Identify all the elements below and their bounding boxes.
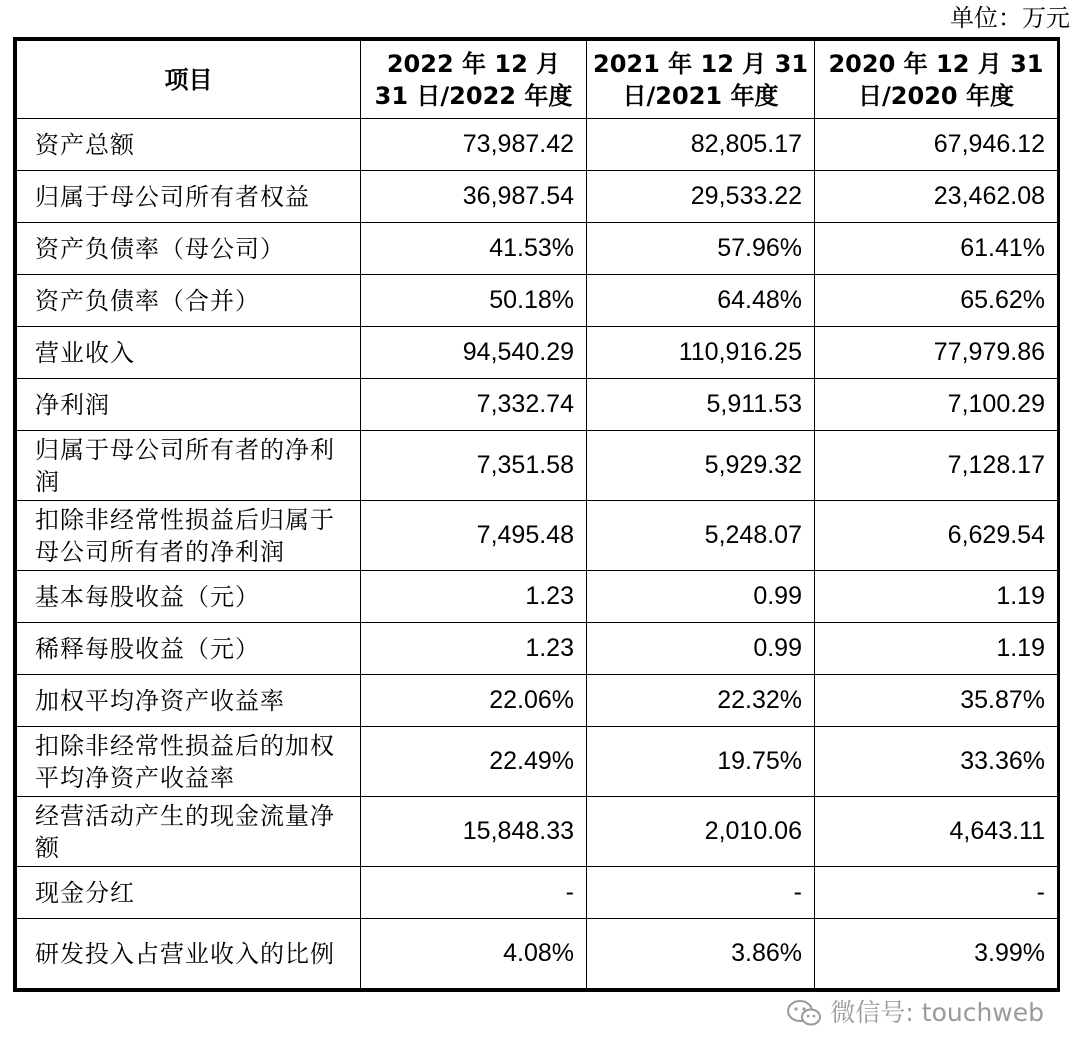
value-2020: 4,643.11 xyxy=(815,797,1058,867)
wechat-watermark xyxy=(786,998,1044,1028)
value-2021: 82,805.17 xyxy=(587,119,815,171)
value-2020: 3.99% xyxy=(815,919,1058,989)
value-2022: 7,351.58 xyxy=(361,431,587,501)
row-label: 研发投入占营业收入的比例 xyxy=(17,919,361,989)
value-2021: 22.32% xyxy=(587,675,815,727)
table-row xyxy=(17,431,1058,501)
table-row xyxy=(17,223,1058,275)
value-2021: 0.99 xyxy=(587,623,815,675)
row-label: 经营活动产生的现金流量净额 xyxy=(17,797,361,867)
row-label: 营业收入 xyxy=(17,327,361,379)
wechat-icon xyxy=(786,999,822,1027)
table-row xyxy=(17,119,1058,171)
row-label: 归属于母公司所有者的净利润 xyxy=(17,431,361,501)
value-2022: 94,540.29 xyxy=(361,327,587,379)
value-2022: 1.23 xyxy=(361,571,587,623)
value-2021: 29,533.22 xyxy=(587,171,815,223)
row-label: 扣除非经常性损益后的加权平均净资产收益率 xyxy=(17,727,361,797)
table-row xyxy=(17,171,1058,223)
value-2022: 41.53% xyxy=(361,223,587,275)
table-row xyxy=(17,867,1058,919)
row-label: 资产总额 xyxy=(17,119,361,171)
value-2022: - xyxy=(361,867,587,919)
value-2020: 7,128.17 xyxy=(815,431,1058,501)
row-label: 稀释每股收益（元） xyxy=(17,623,361,675)
row-label: 现金分红 xyxy=(17,867,361,919)
value-2020: 65.62% xyxy=(815,275,1058,327)
table-row xyxy=(17,327,1058,379)
value-2021: 5,911.53 xyxy=(587,379,815,431)
unit-label: 单位：万元 xyxy=(950,4,1070,32)
value-2020: 35.87% xyxy=(815,675,1058,727)
column-header-item: 项目 xyxy=(17,41,361,119)
row-label: 基本每股收益（元） xyxy=(17,571,361,623)
row-label: 净利润 xyxy=(17,379,361,431)
value-2021: 57.96% xyxy=(587,223,815,275)
row-label: 归属于母公司所有者权益 xyxy=(17,171,361,223)
table-row xyxy=(17,727,1058,797)
table-header-row xyxy=(17,41,1058,119)
table-row xyxy=(17,379,1058,431)
value-2021: 0.99 xyxy=(587,571,815,623)
value-2021: 64.48% xyxy=(587,275,815,327)
value-2022: 4.08% xyxy=(361,919,587,989)
value-2020: 33.36% xyxy=(815,727,1058,797)
value-2020: 23,462.08 xyxy=(815,171,1058,223)
table-row xyxy=(17,797,1058,867)
row-label: 扣除非经常性损益后归属于母公司所有者的净利润 xyxy=(17,501,361,571)
value-2021: 5,929.32 xyxy=(587,431,815,501)
column-header-2022: 2022 年 12 月 31 日/2022 年度 xyxy=(361,41,587,119)
value-2020: 67,946.12 xyxy=(815,119,1058,171)
value-2021: - xyxy=(587,867,815,919)
table-row xyxy=(17,501,1058,571)
value-2021: 19.75% xyxy=(587,727,815,797)
value-2020: - xyxy=(815,867,1058,919)
value-2021: 2,010.06 xyxy=(587,797,815,867)
value-2022: 1.23 xyxy=(361,623,587,675)
value-2021: 3.86% xyxy=(587,919,815,989)
column-header-2021: 2021 年 12 月 31 日/2021 年度 xyxy=(587,41,815,119)
value-2020: 1.19 xyxy=(815,571,1058,623)
watermark-text: 微信号: touchweb xyxy=(830,998,1044,1027)
row-label: 资产负债率（合并） xyxy=(17,275,361,327)
table-row xyxy=(17,275,1058,327)
value-2022: 7,495.48 xyxy=(361,501,587,571)
value-2020: 6,629.54 xyxy=(815,501,1058,571)
value-2021: 110,916.25 xyxy=(587,327,815,379)
value-2022: 22.06% xyxy=(361,675,587,727)
value-2020: 7,100.29 xyxy=(815,379,1058,431)
value-2022: 22.49% xyxy=(361,727,587,797)
value-2022: 7,332.74 xyxy=(361,379,587,431)
table-row xyxy=(17,623,1058,675)
financial-data-table xyxy=(16,40,1058,989)
row-label: 加权平均净资产收益率 xyxy=(17,675,361,727)
table-row xyxy=(17,571,1058,623)
column-header-2020: 2020 年 12 月 31 日/2020 年度 xyxy=(815,41,1058,119)
value-2022: 36,987.54 xyxy=(361,171,587,223)
financial-table xyxy=(13,37,1060,992)
value-2022: 15,848.33 xyxy=(361,797,587,867)
value-2020: 77,979.86 xyxy=(815,327,1058,379)
table-row xyxy=(17,919,1058,989)
value-2022: 73,987.42 xyxy=(361,119,587,171)
value-2021: 5,248.07 xyxy=(587,501,815,571)
row-label: 资产负债率（母公司） xyxy=(17,223,361,275)
value-2020: 1.19 xyxy=(815,623,1058,675)
table-row xyxy=(17,675,1058,727)
value-2020: 61.41% xyxy=(815,223,1058,275)
value-2022: 50.18% xyxy=(361,275,587,327)
